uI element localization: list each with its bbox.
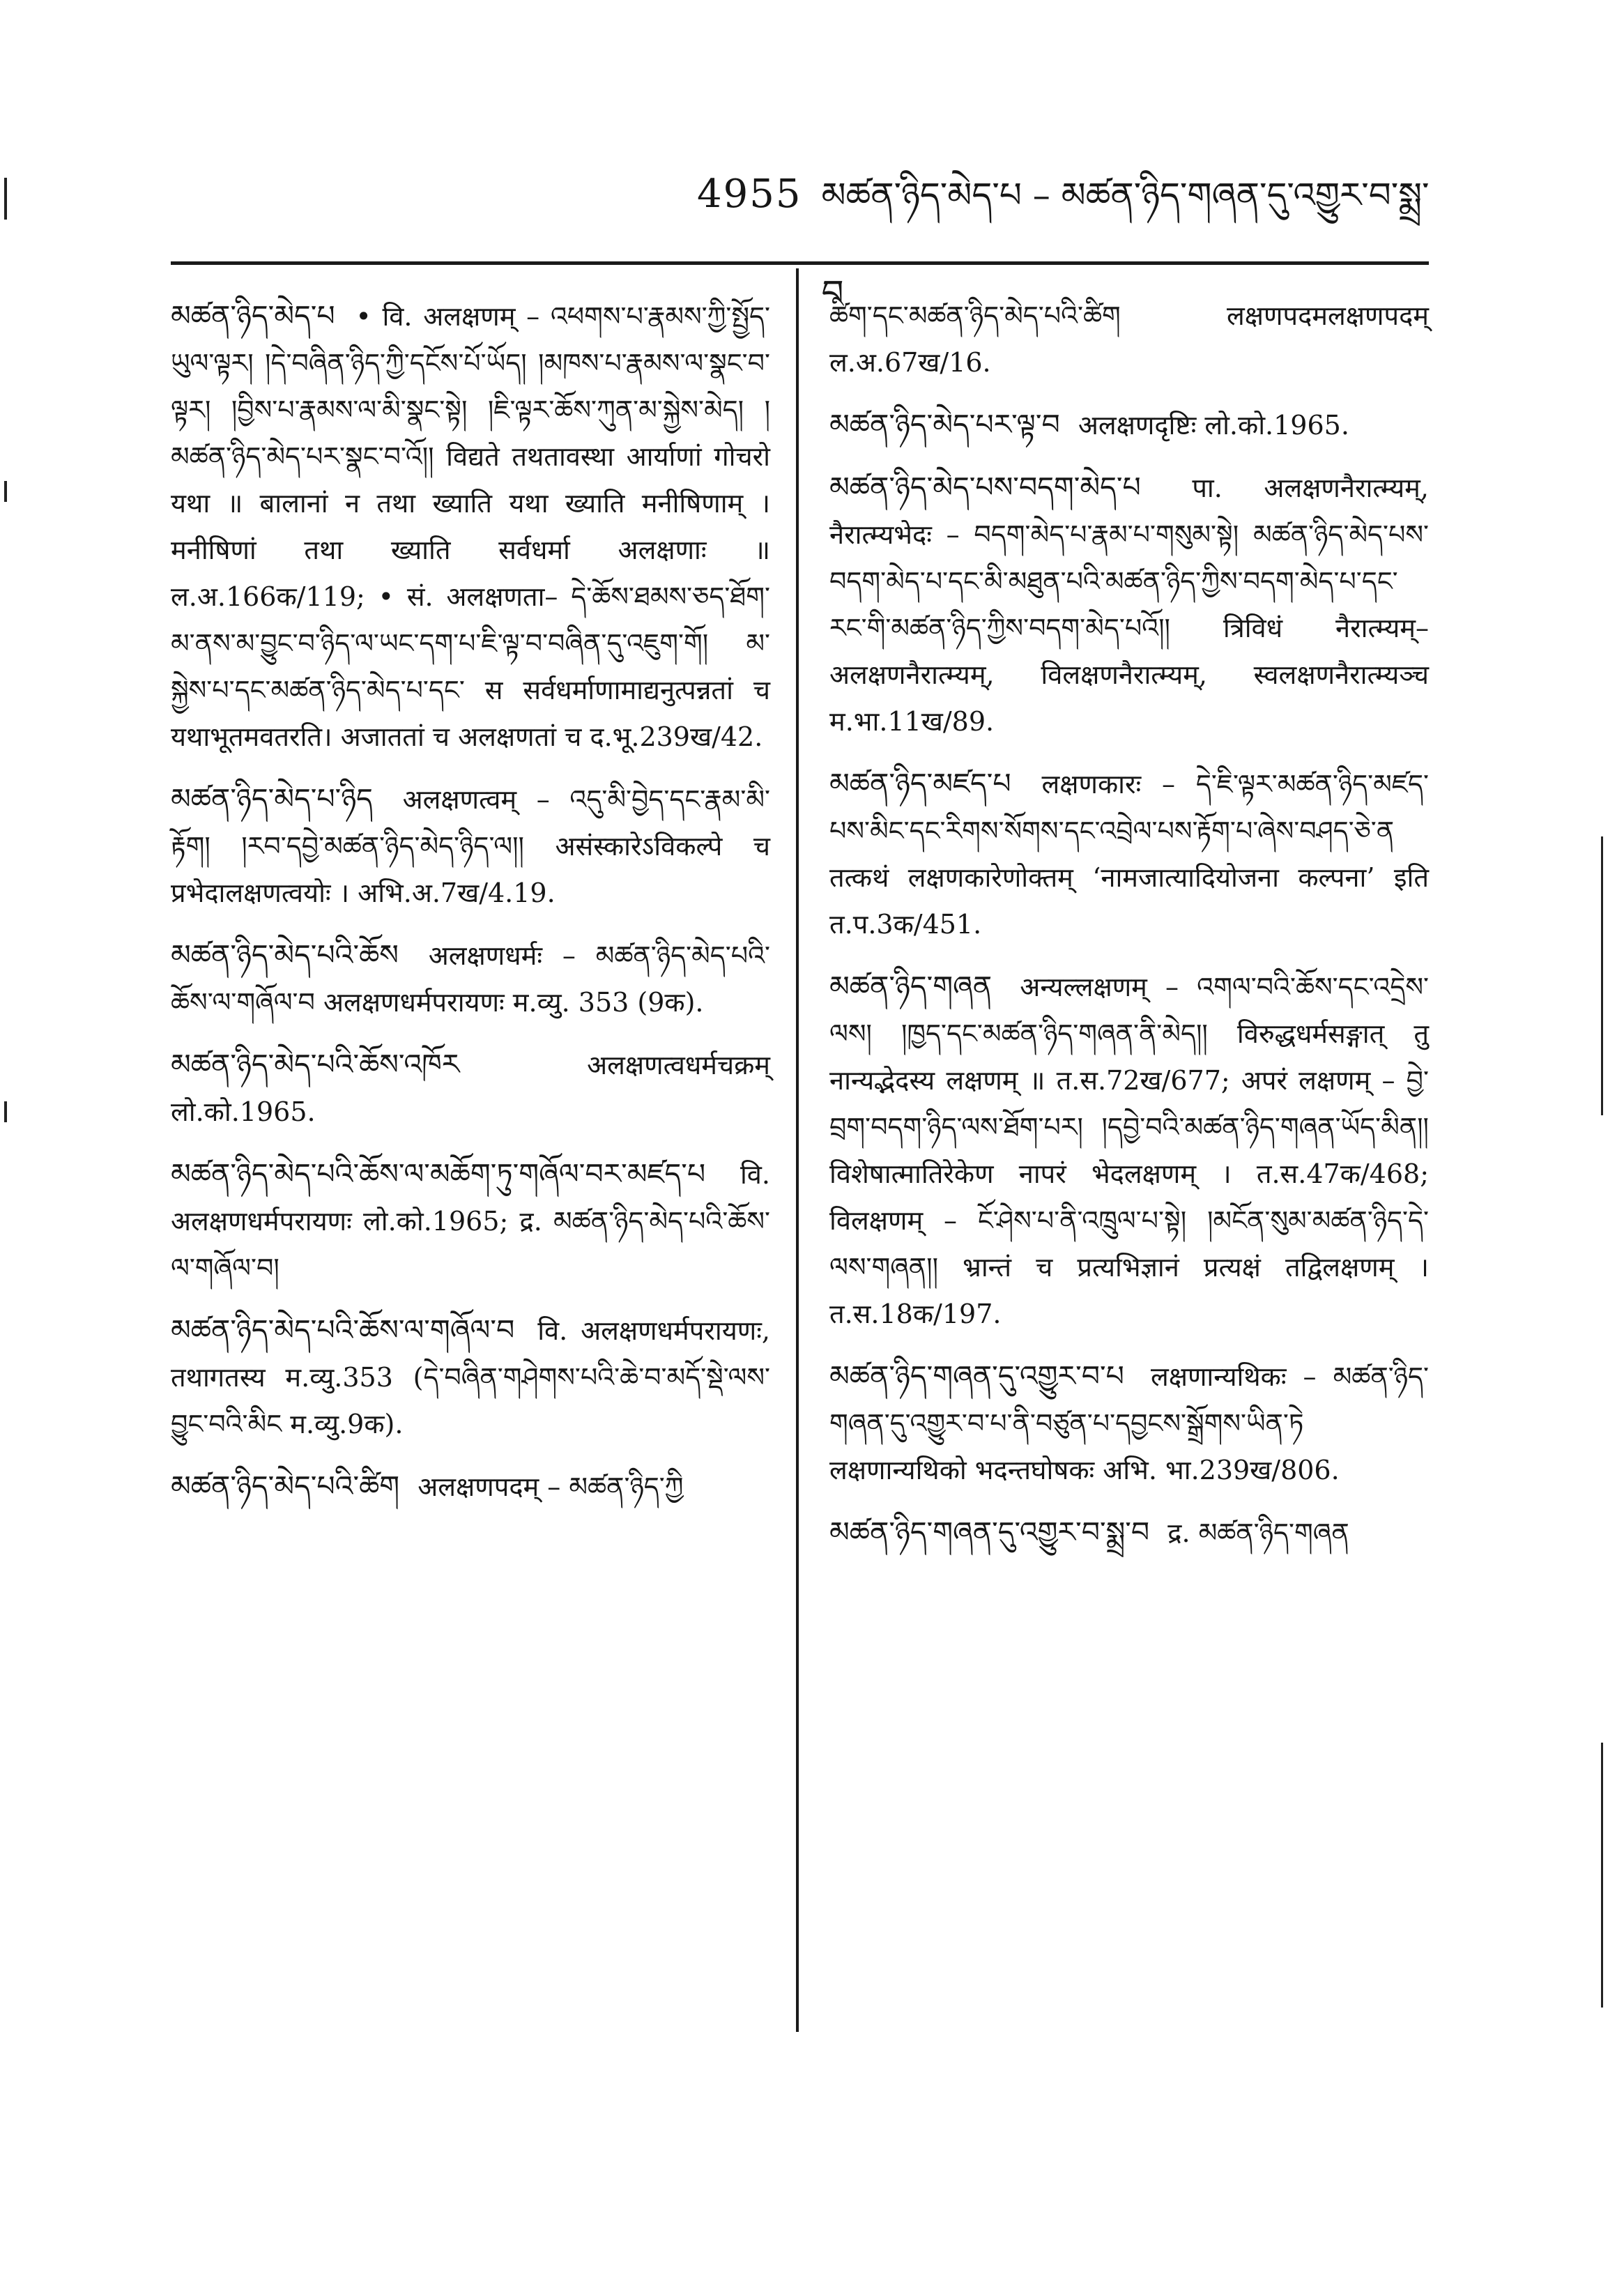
entry-body: वि. अलक्षणधर्मपरायणः लो.को.1965; द्र. མཚན་ཉིད་མེད་པའི་ཆོས་ལ་གཞོལ་བ། [171,1159,770,1283]
dictionary-entry [829,402,1429,449]
dictionary-entry [171,1307,770,1448]
entry-headword: མཚན་ཉིད་མེད་པའི་ཆོས་འཁོར [171,1048,460,1081]
entry-body: अलक्षणत्वधर्मचक्रम् लो.को.1965. [171,1050,770,1127]
margin-mark [4,178,7,220]
entry-headword: མཚན་ཉིད་མེད་པའི་ཚིག [171,1469,400,1503]
entry-body: लक्षणान्यथिकः – མཚན་ཉིད་གཞན་དུ་འགྱུར་བ་པ་ནི་བཙུན་པ་དབྱངས་སྒྲོགས་ཡིན་ཏེ लक्षणान्यथिको भदन्तघोषकः अभि. भा.239ख/806. [829,1361,1429,1485]
margin-mark [4,1101,7,1122]
entry-headword: མཚན་ཉིད་མེད་པས་བདག་མེད་པ [829,471,1141,504]
entry-body: द्र. མཚན་ཉིད་གཞན [1167,1517,1349,1548]
dictionary-entry [171,776,770,917]
entry-body: अलक्षणधर्मः – མཚན་ཉིད་མེད་པའི་ཆོས་ལ་གཞོལ་བ अलक्षणधर्मपरायणः म.व्यु. 353 (9क). [171,940,770,1018]
dictionary-entry [829,1509,1429,1557]
entry-headword: མཚན་ཉིད་གཞན [829,970,993,1003]
entry-body: अन्यल्लक्षणम् – འགལ་བའི་ཆོས་དང་འདྲེས་ལས། །ཁྱད་དང་མཚན་ཉིད་གཞན་ནི་མེད།། विरुद्धधर्मसङ्गात् तु नान्यद्भेदस्य लक्षणम् ॥ त.स.72ख/677; अपरं लक्षणम् – བྱེ་བྲག་བདག་ཉིད་ལས་ཐོག་པར། །དབྱེ་བའི་མཚན་ཉིད་གཞན་ཡོད་མིན།། विशेषात्मातिरेकेण नापरं भेदलक्षणम् । त.स.47क/468; विलक्षणम् – ངོ་ཤེས་པ་ནི་འཁྲུལ་པ་སྟེ། །མངོན་སུམ་མཚན་ཉིད་དེ་ལས་གཞན།། भ्रान्तं च प्रत्यभिज्ञानं प्रत्यक्षं तद्विलक्षणम् । त.स.18क/197. [829,972,1429,1329]
dictionary-entry [171,1041,770,1135]
entry-body: वि. अलक्षणधर्मपरायणः, तथागतस्य म.व्यु.353 (དེ་བཞིན་གཤེགས་པའི་ཆེ་བ་མདོ་སྡེ་ལས་བྱུང་བའི་མིང म.व्यु.9क). [171,1315,770,1439]
entry-headword: མཚན་ཉིད་གཞན་དུ་འགྱུར་བ་སྨྲ་བ [829,1515,1150,1549]
dictionary-entry-continuation [829,293,1429,386]
entry-body: ཚིག་དང་མཚན་ཉིད་མེད་པའི་ཚིག लक्षणपदमलक्षणपदम् ल.अ.67ख/16. [829,300,1429,378]
entry-headword: མཚན་ཉིད་མེད་པར་ལྟ་བ [829,408,1060,441]
entry-headword: མཚན་ཉིད་མཛད་པ [829,767,1011,800]
entry-body: अलक्षणदृष्टिः लो.को.1965. [1078,410,1349,441]
left-column [171,293,770,1526]
header-rule [171,261,1429,265]
margin-mark [1601,836,1603,1115]
right-column [829,293,1429,1572]
dictionary-entry [171,932,770,1026]
page-number: 4955 [697,171,802,217]
entry-body: अलक्षणत्वम् – འདུ་མི་བྱེད་དང་རྣམ་མི་རྟོག། །རབ་དབྱེ་མཚན་ཉིད་མེད་ཉིད་ལ།། असंस्कारेऽविकल्पे च प्रभेदालक्षणत्वयोः । अभि.अ.7ख/4.19. [171,784,770,908]
entry-headword: མཚན་ཉིད་མེད་པའི་ཆོས་ལ་མཆོག་ཏུ་གཞོལ་བར་མཛད་པ [171,1157,706,1191]
entry-headword: མཚན་ཉིད་མེད་པ [171,299,335,332]
entry-body: लक्षणकारः – དེ་ཇི་ལྟར་མཚན་ཉིད་མཛད་པས་མིང་དང་རིགས་སོགས་དང་འབྲེལ་པས་རྟོག་པ་ཞེས་བཤད་ཅེ་ན तत्कथं लक्षणकारेणोक्तम् ‘नामजात्यादियोजना कल्पना’ इति त.प.3क/451. [829,769,1429,940]
entry-body: अलक्षणपदम् – མཚན་ཉིད་ཀྱི [418,1471,684,1502]
dictionary-entry [171,1463,770,1511]
entry-body: • वि. अलक्षणम् – འཕགས་པ་རྣམས་ཀྱི་སྤྱོད་ཡུལ་ལྟར། །དེ་བཞིན་ཉིད་ཀྱི་དངོས་པོ་ཡོད། །མཁས་པ་རྣམས་ལ་སྣང་བ་ལྟར། །བྱིས་པ་རྣམས་ལ་མི་སྣང་སྟེ། །ཇི་ལྟར་ཆོས་ཀུན་མ་སྐྱེས་མེད། །མཚན་ཉིད་མེད་པར་སྣང་བ་འོ།། विद्यते तथतावस्था आर्याणां गोचरो यथा ॥ बालानां न तथा ख्याति यथा ख्याति मनीषिणाम् । मनीषिणां तथा ख्याति सर्वधर्मा अलक्षणाः ॥ ल.अ.166क/119; • सं. अलक्षणता– དེ་ཆོས་ཐམས་ཅད་ཐོག་མ་ནས་མ་བྱུང་བ་ཉིད་ལ་ཡང་དག་པ་ཇི་ལྟ་བ་བཞིན་དུ་འཇུག་གོ། མ་སྐྱེས་པ་དང་མཚན་ཉིད་མེད་པ་དང་ स सर्वधर्माणामाद्यनुत्पन्नतां च यथाभूतमवतरति। अजाततां च अलक्षणतां च द.भू.239ख/42. [171,301,770,752]
column-divider [796,268,799,2032]
margin-mark [1601,1743,1603,2008]
dictionary-entry [829,963,1429,1338]
dictionary-entry [171,293,770,760]
running-head: མཚན་ཉིད་མེད་པ – མཚན་ཉིད་གཞན་དུ་འགྱུར་བ་སྨྲ་བ [821,175,1430,313]
entry-headword: མཚན་ཉིད་མེད་པའི་ཆོས [171,938,399,972]
dictionary-entry [829,464,1429,745]
entry-headword: མཚན་ཉིད་མེད་པ་ཉིད [171,782,373,816]
dictionary-entry [829,1353,1429,1494]
entry-headword: མཚན་ཉིད་མེད་པའི་ཆོས་ལ་གཞོལ་བ [171,1313,515,1347]
dictionary-entry [829,760,1429,948]
entry-body: पा. अलक्षणनैरात्म्यम्, नैरात्म्यभेदः – བདག་མེད་པ་རྣམ་པ་གསུམ་སྟེ། མཚན་ཉིད་མེད་པས་བདག་མེད་པ་དང་མི་མཐུན་པའི་མཚན་ཉིད་ཀྱིས་བདག་མེད་པ་དང་རང་གི་མཚན་ཉིད་ཀྱིས་བདག་མེད་པའོ།། त्रिविधं नैरात्म्यम्–अलक्षणनैरात्म्यम्, विलक्षणनैरात्म्यम्, स्वलक्षणनैरात्म्यञ्च म.भा.11ख/89. [829,473,1429,737]
margin-mark [4,481,7,502]
entry-headword: མཚན་ཉིད་གཞན་དུ་འགྱུར་བ་པ [829,1359,1124,1393]
dictionary-entry [171,1151,770,1292]
